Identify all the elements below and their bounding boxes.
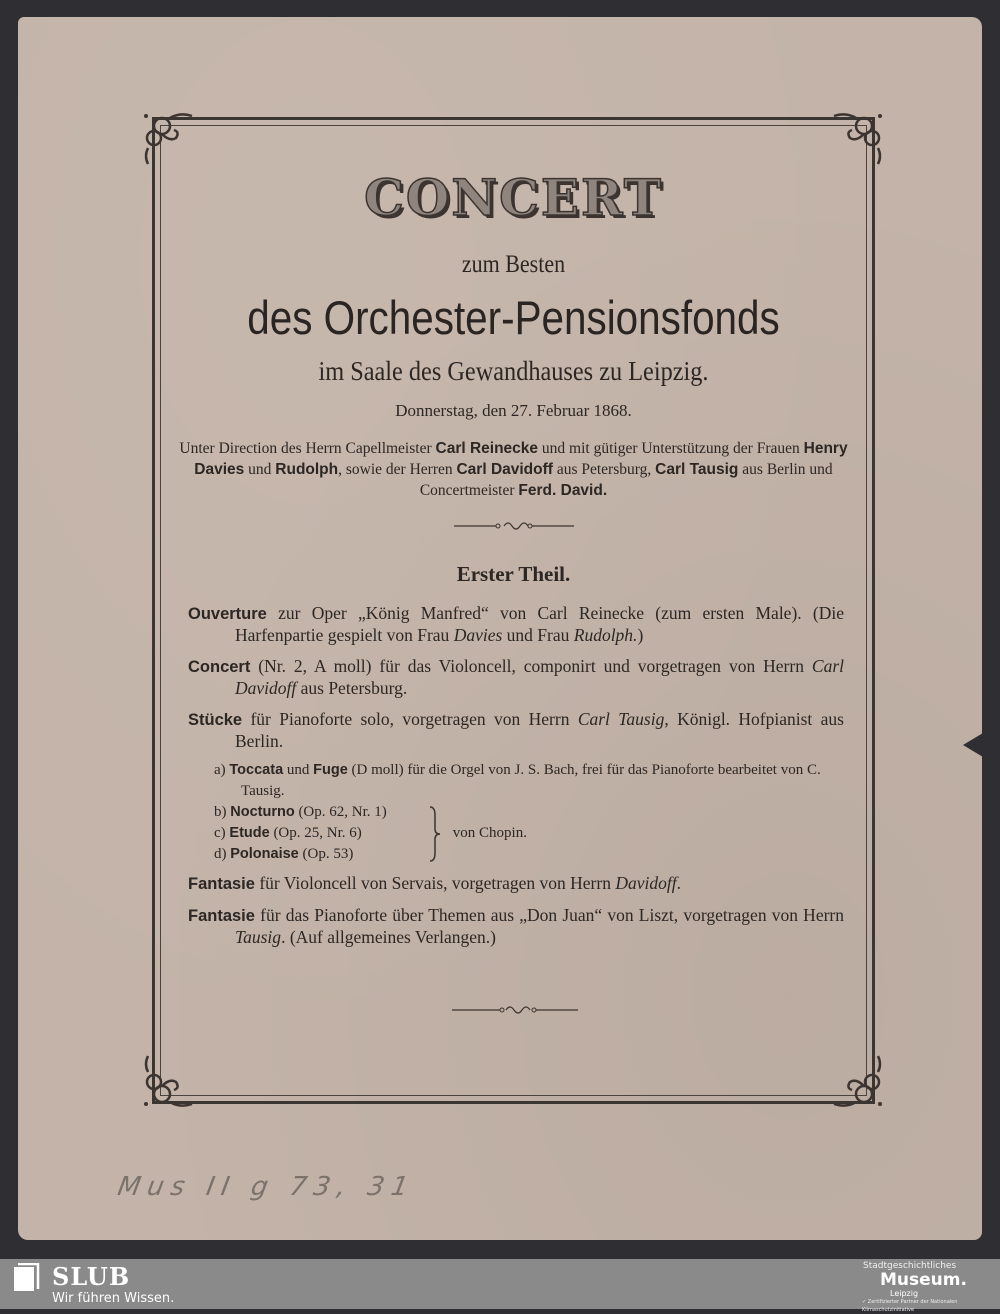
piece-title: Toccata xyxy=(229,762,284,778)
divider-ornament-icon xyxy=(454,519,574,533)
slub-book-icon xyxy=(12,1263,42,1293)
programme-text: , Königl. Hofpianist aus Berlin. xyxy=(235,709,844,751)
performer-name: Davies xyxy=(453,625,503,645)
programme-item-fantasie-violoncell xyxy=(188,873,844,895)
piece-label: c) xyxy=(214,825,230,841)
end-ornament-icon xyxy=(450,1003,580,1017)
chopin-piece xyxy=(214,802,387,823)
direction-text: aus Petersburg, xyxy=(552,461,656,478)
chopin-note: von Chopin. xyxy=(452,825,527,841)
programme-text: . (Auf allgemeines Verlangen.) xyxy=(281,927,497,947)
performer-name: Carl Davidoff xyxy=(456,461,553,478)
programme-text: für Pianoforte solo, vorgetragen von Herrn xyxy=(242,709,578,729)
programme-text: für das Pianoforte über Themen aus „Don Juan“ von Liszt, vorgetragen von Herrn xyxy=(254,905,844,925)
performer-name: Henry Davies xyxy=(194,440,848,478)
performer-name: Ferd. David. xyxy=(518,482,608,499)
programme-item-stuecke xyxy=(188,709,844,752)
programme-text: aus Petersburg. xyxy=(296,678,408,698)
museum-line-1: Stadtgeschichtliches xyxy=(863,1261,957,1271)
piece-text: und xyxy=(283,762,314,778)
piece-title: Nocturno xyxy=(230,804,295,820)
brace-icon xyxy=(427,805,445,863)
programme-text: und Frau xyxy=(502,625,574,645)
direction-text: und xyxy=(244,461,276,478)
piece-label: b) xyxy=(214,804,231,820)
direction-paragraph xyxy=(165,438,862,501)
direction-text: , sowie der Herren xyxy=(338,461,457,478)
performer-name: Carl Davidoff xyxy=(235,656,844,698)
programme-text: ) xyxy=(637,625,644,645)
section-title: Erster Theil. xyxy=(456,562,571,586)
piece-opus: (Op. 25, Nr. 6) xyxy=(269,825,362,841)
programme-work-title: Concert xyxy=(188,658,251,676)
chopin-piece xyxy=(214,844,387,865)
performer-name: Carl Tausig xyxy=(577,709,665,729)
programme-text: . xyxy=(676,873,681,893)
piece-opus: (Op. 62, Nr. 1) xyxy=(294,804,387,820)
programme-item-ouverture xyxy=(188,603,844,646)
footer-bar xyxy=(0,1259,1000,1313)
piece-title: Fuge xyxy=(313,762,348,778)
concert-date: Donnerstag, den 27. Februar 1868. xyxy=(395,401,632,420)
direction-text: Unter Direction des Herrn Capellmeister xyxy=(179,440,436,457)
performer-name: Davidoff xyxy=(615,873,677,893)
corner-ornament-top-right-icon xyxy=(826,108,886,168)
direction-text: aus Berlin und Concertmeister xyxy=(419,461,833,499)
beneficiary-heading: des Orchester-Pensionsfonds xyxy=(247,291,780,344)
performer-name: Carl Tausig xyxy=(655,461,739,478)
corner-ornament-bottom-left-icon xyxy=(140,1052,200,1112)
corner-ornament-top-left-icon xyxy=(140,108,200,168)
piece-opus: (Op. 53) xyxy=(298,846,354,862)
programme-work-title: Fantasie xyxy=(188,875,255,893)
programme-work-title: Stücke xyxy=(188,711,243,729)
handwritten-shelfmark: Mus II g 73, 31 xyxy=(115,1172,418,1202)
venue: im Saale des Gewandhauses zu Leipzig. xyxy=(318,356,709,386)
piece-title: Polonaise xyxy=(230,846,299,862)
museum-line-2: Museum. xyxy=(880,1270,967,1290)
chopin-group xyxy=(214,802,844,865)
programme-work-title: Fantasie xyxy=(188,907,255,925)
paper-notch xyxy=(963,733,983,757)
programme-text: zur Oper „König Manfred“ von Carl Reinecke (zum ersten Male). (Die Harfenpartie gespielt von Frau xyxy=(235,603,844,645)
performer-name: Carl Reinecke xyxy=(435,440,539,457)
piece-label: a) xyxy=(214,762,226,778)
museum-line-3: Leipzig xyxy=(890,1289,919,1298)
programme-item-concert xyxy=(188,656,844,699)
slub-logo-text[interactable]: SLUB xyxy=(52,1262,131,1291)
subtitle: zum Besten xyxy=(461,251,566,278)
direction-text: und mit gütiger Unterstützung der Frauen xyxy=(538,440,804,457)
slub-tagline: Wir führen Wissen. xyxy=(52,1291,175,1306)
programme-work-title: Ouverture xyxy=(188,605,267,623)
museum-line-4: ✓ Zertifizierter Partner der Nationalen Klimaschutzinitiative xyxy=(862,1299,958,1313)
programme-text: für Violoncell von Servais, vorgetragen von Herrn xyxy=(254,873,616,893)
chopin-pieces xyxy=(214,802,387,865)
piece-title: Etude xyxy=(229,825,270,841)
piece-label: d) xyxy=(214,846,231,862)
museum-certification: Zertifizierter Partner der Nationalen Klimaschutzinitiative xyxy=(862,1299,958,1313)
programme-text: (Nr. 2, A moll) für das Violoncell, componirt und vorgetragen von Herrn xyxy=(250,656,812,676)
programme-list xyxy=(165,603,862,948)
programme-content xyxy=(165,160,862,958)
document-title: CONCERT xyxy=(364,168,663,227)
corner-ornament-bottom-right-icon xyxy=(826,1052,886,1112)
piece-text: (D moll) für die Orgel von J. S. Bach, frei für das Pianoforte bearbeitet von C. Tausig. xyxy=(241,762,821,799)
performer-name: Tausig xyxy=(235,927,282,947)
performer-name: Rudolph. xyxy=(573,625,638,645)
piece-a xyxy=(214,760,844,802)
programme-item-fantasie-pianoforte xyxy=(188,905,844,948)
museum-logo[interactable] xyxy=(858,1261,988,1314)
performer-name: Rudolph xyxy=(275,461,339,478)
chopin-piece xyxy=(214,823,387,844)
